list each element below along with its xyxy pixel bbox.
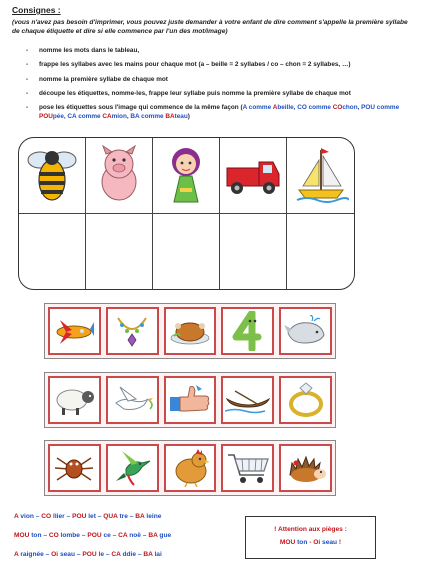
answer-syllable: MOU	[14, 532, 30, 539]
answer-syllable: CA	[111, 551, 121, 558]
example-text: , CA comme	[63, 113, 103, 121]
intro-text: (vous n'avez pas besoin d'imprimer, vous pouvez juste demander à votre enfant de dire comment s'appelle la première syllabe de chaque étiquette et dire si elle commence par l'un des mot/image)	[12, 19, 408, 35]
sticker-tile[interactable]	[48, 307, 101, 355]
answer-rest: ddie	[120, 551, 137, 558]
answer-separator: –	[33, 513, 42, 520]
sticker-tile[interactable]	[106, 376, 159, 424]
canoe-icon	[225, 385, 271, 415]
dove-icon	[110, 383, 154, 417]
sticker-row	[44, 372, 336, 428]
warning-title: ! Attention aux pièges :	[274, 526, 347, 533]
answer-rest: noë	[127, 532, 141, 539]
table-picture-cell	[287, 138, 354, 214]
example-syllable: POU	[39, 113, 53, 121]
sticker-tile[interactable]	[48, 376, 101, 424]
answer-separator: –	[104, 551, 112, 558]
truck-icon	[223, 150, 283, 200]
hedgehog-icon	[284, 451, 328, 485]
sticker-tile[interactable]	[106, 444, 159, 492]
spider-icon	[53, 450, 95, 486]
answer-separator: –	[110, 532, 119, 539]
answer-separator: –	[95, 513, 104, 520]
necklace-icon	[112, 314, 152, 348]
ring-icon	[286, 382, 326, 418]
instruction-item: - nomme la première syllabe de chaque mot	[30, 75, 420, 84]
answer-separator: –	[79, 532, 88, 539]
answer-rest: lombe	[58, 532, 80, 539]
table-picture-cell	[86, 138, 153, 214]
airplane-icon	[52, 316, 96, 346]
instruction-text: )	[187, 113, 190, 121]
warning-syllable: Oi	[313, 538, 321, 546]
example-syllable: BA	[165, 113, 175, 121]
sticker-tile[interactable]	[106, 307, 159, 355]
number-four-icon	[230, 311, 266, 351]
answer-syllable: POU	[87, 532, 102, 539]
instruction-list	[30, 46, 420, 122]
table-empty-cell[interactable]	[153, 214, 220, 290]
answer-separator: –	[136, 551, 144, 558]
sticker-tile[interactable]	[48, 444, 101, 492]
answer-syllable: BA	[148, 532, 158, 539]
sticker-tile[interactable]	[164, 376, 217, 424]
instruction-item	[30, 103, 420, 122]
sticker-tile[interactable]	[279, 307, 332, 355]
answer-syllable: BA	[143, 551, 153, 558]
example-text: pée	[52, 113, 64, 121]
roast-chicken-icon	[168, 314, 212, 348]
answer-rest: ce	[101, 532, 111, 539]
table-empty-cell[interactable]	[220, 214, 287, 290]
answer-separator: –	[43, 551, 52, 558]
sticker-tile[interactable]	[164, 307, 217, 355]
warning-separator: -	[307, 538, 314, 546]
instruction-item: - nomme les mots dans le tableau,	[30, 46, 420, 55]
answer-syllable: A	[14, 551, 19, 558]
answer-line	[14, 533, 171, 546]
example-text: teau	[174, 113, 188, 121]
sticker-tile[interactable]	[279, 444, 332, 492]
sticker-row	[44, 303, 336, 359]
example-text: A comme	[242, 104, 273, 112]
answer-rest: leine	[144, 513, 162, 520]
boat-icon	[293, 144, 349, 206]
example-text: mion	[111, 113, 127, 121]
example-text: , CO comme	[293, 104, 333, 112]
table-empty-cell[interactable]	[19, 214, 86, 290]
answer-rest: le	[96, 551, 104, 558]
table-picture-cell	[220, 138, 287, 214]
sticker-tile[interactable]	[221, 376, 274, 424]
example-text: beille	[277, 104, 294, 112]
instruction-item: - découpe les étiquettes, nomme-les, frappe leur syllabe puis nomme la première syllabe de chaque mot	[30, 89, 420, 98]
hummingbird-icon	[112, 449, 152, 487]
page-title: Consignes :	[12, 5, 61, 15]
answer-syllable: CO	[41, 513, 52, 520]
example-syllable: CA	[102, 113, 112, 121]
example-syllable: CO	[332, 104, 343, 112]
answer-rest: tre	[117, 513, 128, 520]
answer-syllable: BA	[135, 513, 145, 520]
table-picture-cell	[19, 138, 86, 214]
example-text: , POU comme	[357, 104, 400, 112]
answer-syllable: A	[14, 513, 19, 520]
answer-rest: vion	[18, 513, 34, 520]
pig-icon	[91, 144, 147, 206]
answer-syllable: CA	[118, 532, 128, 539]
warning-syllable: MOU	[279, 538, 296, 546]
table-empty-cell[interactable]	[86, 214, 153, 290]
doll-icon	[158, 144, 214, 206]
answer-rest: ton	[29, 532, 42, 539]
answer-lines	[14, 514, 171, 571]
instruction-text: pose les étiquettes sous l'image qui commence de la même façon (	[39, 104, 243, 112]
answer-syllable: Oi	[51, 551, 59, 558]
answer-syllable: CO	[48, 532, 59, 539]
answer-rest: lai	[152, 551, 162, 558]
answer-rest: gue	[157, 532, 172, 539]
answer-line	[14, 514, 171, 527]
warning-words	[246, 537, 375, 550]
answer-separator: –	[75, 551, 83, 558]
thumbs-up-icon	[168, 383, 212, 417]
answer-separator: –	[127, 513, 136, 520]
sticker-tile[interactable]	[221, 307, 274, 355]
hen-icon	[169, 449, 211, 487]
answer-line	[14, 552, 171, 565]
answer-rest: llier	[51, 513, 65, 520]
answer-separator: –	[41, 532, 49, 539]
warning-rest: ton	[295, 538, 308, 546]
table-empty-cell[interactable]	[287, 214, 354, 290]
answer-syllable: POU	[82, 551, 97, 558]
answer-rest: raignée	[18, 551, 44, 558]
sheep-icon	[52, 383, 96, 417]
word-table	[18, 137, 355, 290]
instruction-item: - frappe les syllabes avec les mains pour chaque mot (a – beille = 2 syllabes / co – chon = 2 syllabes, …)	[30, 60, 420, 69]
answer-syllable: POU	[72, 513, 87, 520]
sticker-tile[interactable]	[164, 444, 217, 492]
answer-syllable: QUA	[103, 513, 118, 520]
answer-separator: –	[64, 513, 73, 520]
example-text: , BA comme	[126, 113, 166, 121]
cart-icon	[226, 451, 270, 485]
warning-end: !	[337, 538, 342, 546]
answer-rest: seau	[58, 551, 76, 558]
table-picture-cell	[153, 138, 220, 214]
sticker-row	[44, 440, 336, 496]
bee-icon	[24, 144, 80, 206]
sticker-tile[interactable]	[279, 376, 332, 424]
example-text: chon	[342, 104, 358, 112]
sticker-tile[interactable]	[221, 444, 274, 492]
answer-rest: let	[86, 513, 96, 520]
warning-box	[245, 516, 376, 559]
answer-separator: –	[140, 532, 149, 539]
warning-rest: seau	[320, 538, 338, 546]
example-syllable: A	[272, 104, 278, 112]
whale-icon	[284, 315, 328, 347]
